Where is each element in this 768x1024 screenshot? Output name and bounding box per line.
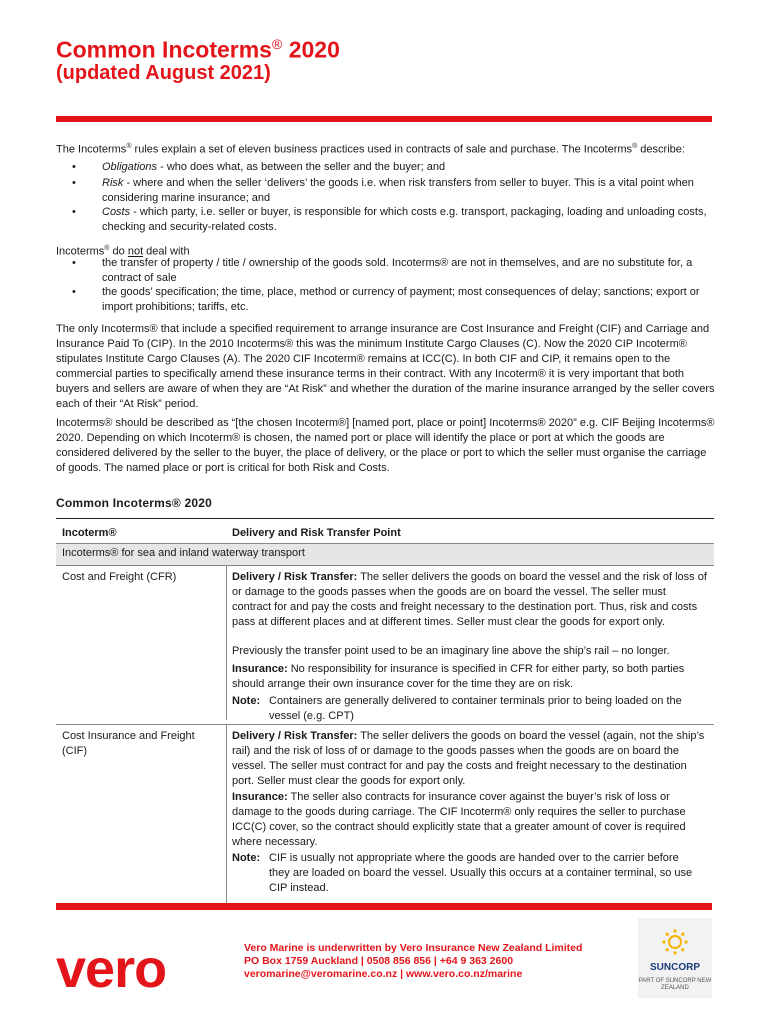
- term-cfr: Cost and Freight (CFR): [62, 571, 177, 583]
- term-cif: Cost Insurance and Freight (CIF): [62, 730, 195, 757]
- cif-note: Note: CIF is usually not appropriate where the goods are handed over to the carrier before they are loaded on board the vessel. Usually this occurs at a container terminal, so use CIP instead.: [232, 852, 693, 894]
- column-header-delivery: Delivery and Risk Transfer Point: [232, 527, 401, 539]
- footer-contact: Vero Marine is underwritten by Vero Insurance New Zealand Limited PO Box 1759 Auckland | 0508 856 856 | +64 9 363 2600 veromarine@veromarine.co.nz | www.vero.co.nz/marine: [244, 942, 583, 980]
- column-header-incoterm: Incoterm®: [62, 527, 117, 539]
- page-title: Common Incoterms® 2020: [56, 36, 340, 63]
- cif-insurance: Insurance: The seller also contracts for insurance cover against the buyer’s risk of loss or damage to the goods during carriage. The CIF Incoterm® only requires the seller to purchase ICC(C) cover, so the contract should explicitly state that a greater amount of cover is required where necessary.: [232, 791, 686, 848]
- cfr-insurance: Insurance: No responsibility for insurance is specified in CFR for either party, so both parties should arrange their own insurance cover for the time they are on risk.: [232, 663, 685, 690]
- table-row: Delivery / Risk Transfer: The seller delivers the goods on board the vessel (again, not the ship’s rail) and the risk of loss of or damage to the goods passes when the goods are on board the vessel. The seller must contract for and pay the costs and freight necessary to the destination port. Seller must clear the goods for export only.: [232, 730, 705, 787]
- intro-paragraph: The Incoterms® rules explain a set of eleven business practices used in contracts of sale and purchase. The Incoterms® describe:: [56, 143, 685, 156]
- page-subtitle: (updated August 2021): [56, 62, 271, 84]
- table-row: Delivery / Risk Transfer: The seller delivers the goods on board the vessel and the risk of loss of or damage to the goods passes when the goods are on board the vessel. The seller must contract for and pay the costs and freight necessary to the destination port. Thus, risk and costs pass at different places and at different times. Seller must clear the goods for export only.: [232, 571, 707, 628]
- vero-logo: vero: [56, 939, 167, 999]
- table-group-row: [56, 543, 714, 565]
- footer-rule: [56, 903, 712, 910]
- section-heading: Common Incoterms® 2020: [56, 496, 212, 510]
- insurance-paragraph: The only Incoterms® that include a specified requirement to arrange insurance are Cost Insurance and Freight (CIF) and Carriage and Insurance Paid To (CIP). In the 2010 Incoterms® this was the minimum Institute Cargo Clauses (C). Now the 2020 CIP Incoterm® stipulates Institute Cargo Clauses (A). The 2020 CIF Incoterm® remains at ICC(C). In both CIF and CIP, it remains open to the commercial parties to specifically amend these insurance terms in their contract. With any Incoterm® it is very important that both buyers and sellers are aware of when they are “At Risk” and whether the duration of the marine insurance arranged by the seller covers each of their “At Risk” period.: [56, 323, 715, 410]
- group-label: Incoterms® for sea and inland waterway transport: [62, 547, 305, 559]
- cfr-note: Note: Containers are generally delivered to container terminals prior to being loaded on the vessel (e.g. CPT): [232, 695, 682, 722]
- sun-icon: [661, 928, 689, 956]
- header-rule: [56, 116, 712, 122]
- not-deal-heading: Incoterms® do not deal with: [56, 245, 190, 258]
- description-paragraph: Incoterms® should be described as “[the chosen Incoterm®] [named port, place or point] Incoterms® 2020” e.g. CIF Beijing Incoterms® 2020. Depending on which Incoterm® is chosen, the named port or place will identify the place or port at which the goods are considered delivered by the seller to the buyer, the place of delivery, or the place or port to which the seller must organise the carriage of goods. The named place or port is critical for both Risk and Costs.: [56, 417, 715, 474]
- cfr-extra-note: Previously the transfer point used to be an imaginary line above the ship’s rail – no longer.: [232, 645, 670, 657]
- suncorp-logo: SUNCORP PART OF SUNCORP NEW ZEALAND: [638, 918, 712, 998]
